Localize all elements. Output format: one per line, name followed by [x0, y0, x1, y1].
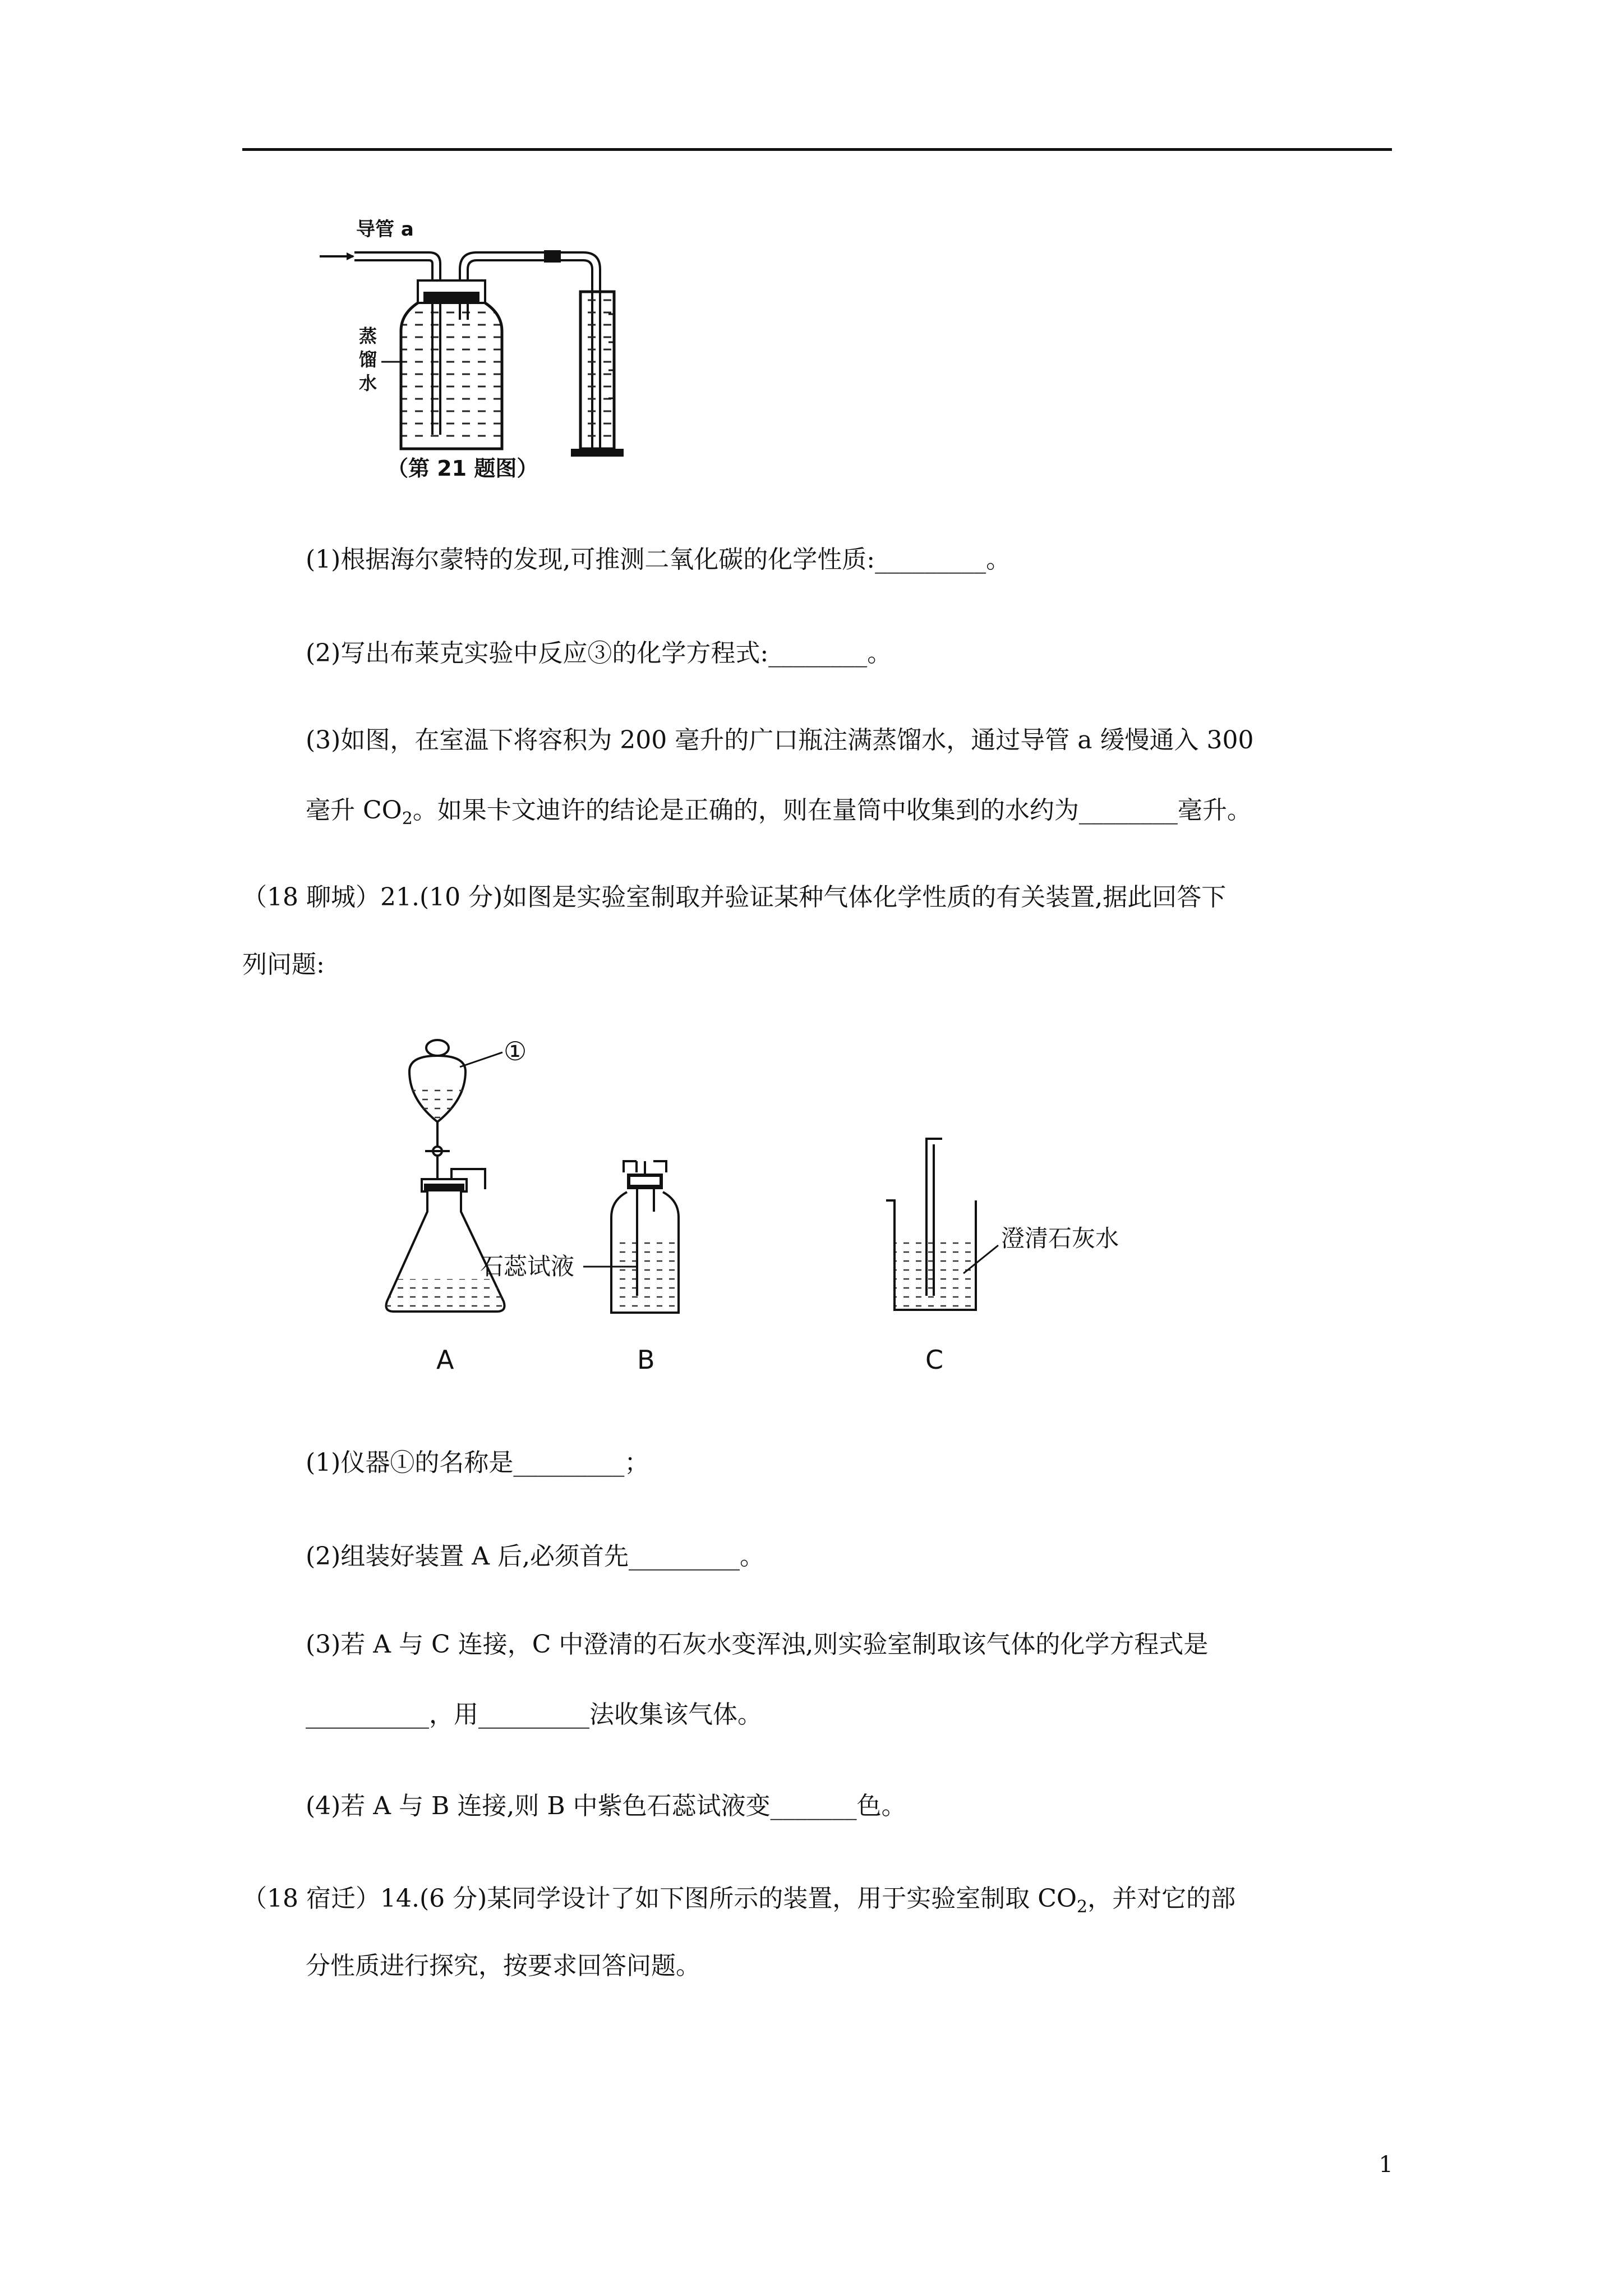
- fig21-water-char-2: 馏: [359, 349, 377, 370]
- section1-q2: (2)写出布莱克实验中反应③的化学方程式:________。: [306, 639, 892, 668]
- fig21-water-char-1: 蒸: [359, 325, 377, 347]
- suqian-line2: 分性质进行探究，按要求回答问题。: [306, 1952, 700, 1980]
- fig21-water-char-3: 水: [359, 372, 377, 394]
- section1-q3-line2: [306, 794, 1252, 836]
- page-number: 1: [1378, 2152, 1393, 2178]
- fig21-apparatus: [303, 208, 662, 482]
- section1-q3-line2-a: 毫升 CO: [306, 796, 402, 825]
- fig-label-a: A: [436, 1345, 454, 1375]
- fig-label-c: C: [925, 1345, 944, 1375]
- liaocheng-q4: (4)若 A 与 B 连接,则 B 中紫色石蕊试液变_______色。: [306, 1792, 906, 1820]
- fig-label-b: B: [637, 1345, 655, 1375]
- suqian-line1-a: （18 宿迁）14.(6 分)某同学设计了如下图所示的装置，用于实验室制取 CO: [242, 1884, 1077, 1913]
- fig-limewater-label: 澄清石灰水: [1001, 1225, 1119, 1252]
- section1-q1: (1)根据海尔蒙特的发现,可推测二氧化碳的化学性质:_________。: [306, 545, 1011, 574]
- suqian-line1-b: ，并对它的部: [1087, 1884, 1236, 1913]
- liaocheng-intro-line2: 列问题:: [242, 950, 325, 979]
- liaocheng-q2: (2)组装好装置 A 后,必须首先_________。: [306, 1542, 765, 1571]
- liaocheng-apparatus: [359, 1032, 1200, 1391]
- header-rule: [242, 148, 1392, 151]
- liaocheng-q1: (1)仪器①的名称是_________；: [306, 1448, 649, 1477]
- fig-marker-1: ①: [504, 1036, 527, 1066]
- liaocheng-intro-line1: （18 聊城）21.(10 分)如图是实验室制取并验证某种气体化学性质的有关装置,据此回答下: [242, 883, 1227, 912]
- liaocheng-q3-line2: __________，用_________法收集该气体。: [306, 1700, 762, 1729]
- section1-q3-line1: (3)如图，在室温下将容积为 200 毫升的广口瓶注满蒸馏水，通过导管 a 缓慢通入 300: [306, 726, 1254, 754]
- suqian-line1: [242, 1882, 1235, 1924]
- fig-litmus-label: 石蕊试液: [480, 1253, 575, 1280]
- liaocheng-q3-line1: (3)若 A 与 C 连接，C 中澄清的石灰水变浑浊,则实验室制取该气体的化学方程式是: [306, 1630, 1209, 1659]
- fig21-caption: （第 21 题图）: [387, 456, 538, 481]
- section1-q3-line2-sub: 2: [402, 808, 413, 829]
- suqian-line1-sub: 2: [1076, 1897, 1088, 1917]
- fig21-tube-label: 导管 a: [356, 218, 414, 241]
- section1-q3-line2-b: 。如果卡文迪许的结论是正确的，则在量筒中收集到的水约为________毫升。: [412, 796, 1252, 825]
